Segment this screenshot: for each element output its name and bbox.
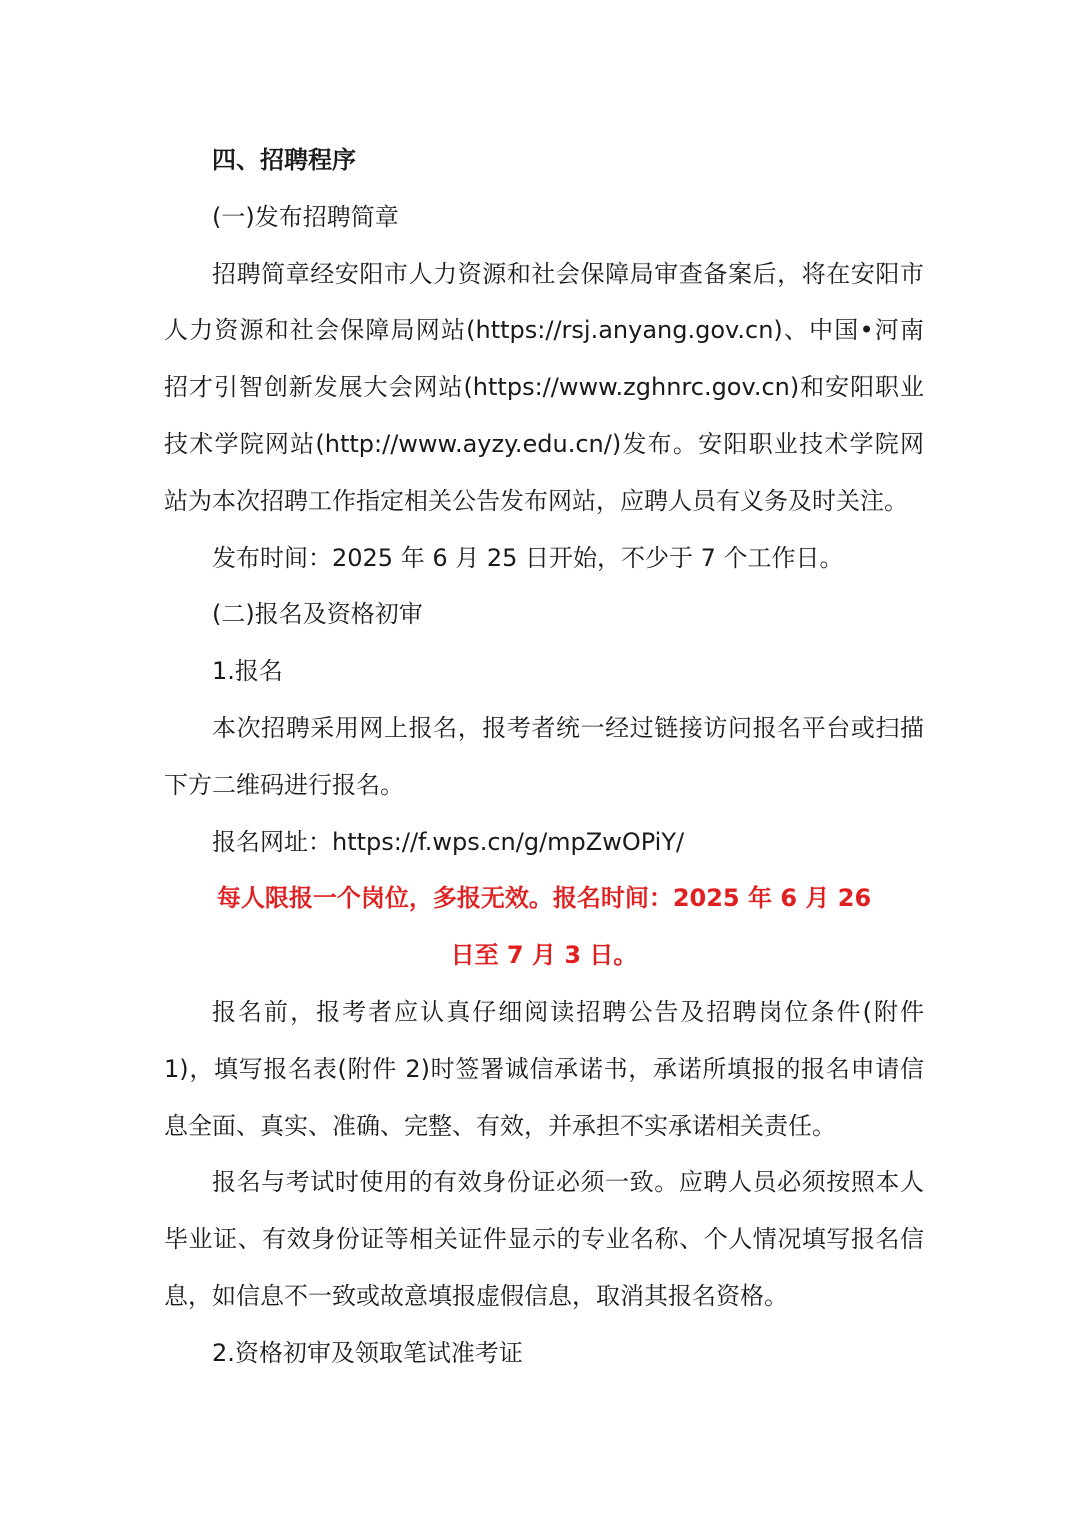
item-title-signup: 1.报名 xyxy=(212,657,283,686)
signup-url: 报名网址：https://f.wps.cn/g/mpZwOPiY/ xyxy=(212,827,685,856)
pre-signup-paragraph: 报名前，报考者应认真仔细阅读招聘公告及招聘岗位条件(附件 1)，填写报名表(附件 2)时签署诚信承诺书，承诺所填报的报名申请信息全面、真实、准确、完整、有效，并承担不实承诺相关责任。 xyxy=(164,997,924,1140)
subsection-title-publish: (一)发布招聘简章 xyxy=(212,202,399,231)
publish-time: 发布时间：2025 年 6 月 25 日开始，不少于 7 个工作日。 xyxy=(212,543,844,572)
publish-paragraph: 招聘简章经安阳市人力资源和社会保障局审查备案后，将在安阳市人力资源和社会保障局网站(https://rsj.anyang.gov.cn)、中国•河南招才引智创新发展大会网站(https://www.zghnrc.gov.cn)和安阳职业技术学院网站(http://www.ayzy.edu.cn/)发布。安阳职业技术学院网站为本次招聘工作指定相关公告发布网站，应聘人员有义务及时关注。 xyxy=(164,259,924,515)
signup-paragraph: 本次招聘采用网上报名，报考者统一经过链接访问报名平台或扫描下方二维码进行报名。 xyxy=(164,713,924,799)
document-page xyxy=(164,132,924,1382)
notice-line-2: 日至 7 月 3 日。 xyxy=(450,941,638,970)
id-card-paragraph: 报名与考试时使用的有效身份证必须一致。应聘人员必须按照本人毕业证、有效身份证等相关证件显示的专业名称、个人情况填写报名信息，如信息不一致或故意填报虚假信息，取消其报名资格。 xyxy=(164,1168,924,1310)
section-heading: 四、招聘程序 xyxy=(212,146,356,174)
subsection-title-signup: (二)报名及资格初审 xyxy=(212,600,423,629)
item-title-qualification: 2.资格初审及领取笔试准考证 xyxy=(212,1338,523,1367)
notice-line-1: 每人限报一个岗位，多报无效。报名时间：2025 年 6 月 26 xyxy=(216,884,872,913)
